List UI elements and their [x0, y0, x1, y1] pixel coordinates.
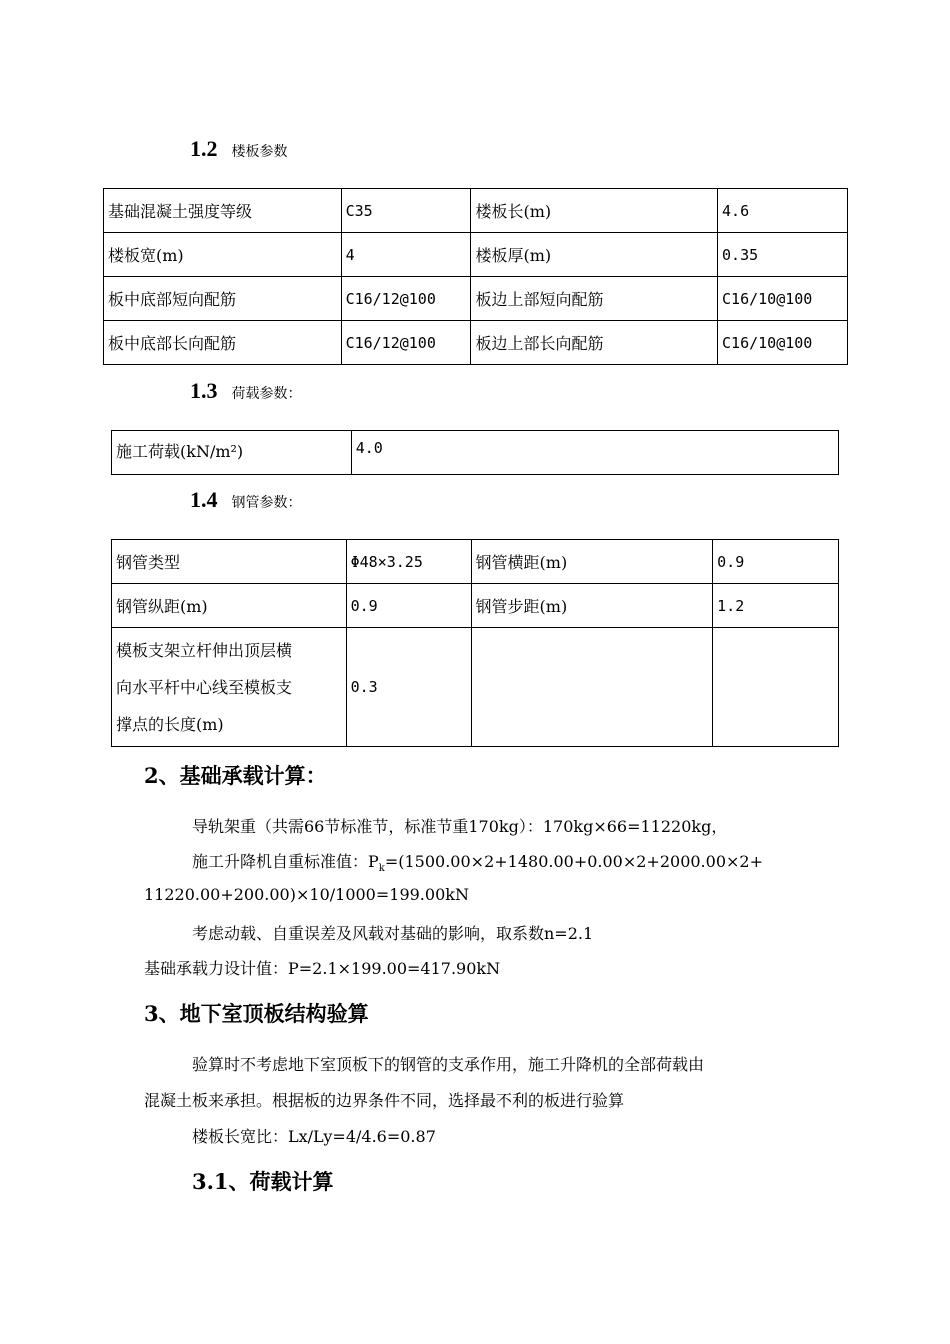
table-cell: [713, 628, 839, 747]
text-run: 施工升降机自重标准值：P: [192, 852, 379, 871]
table-row: [112, 431, 839, 475]
table-cell: 楼板厚(m): [471, 233, 718, 277]
paragraph: [192, 849, 763, 874]
table-row: [112, 584, 839, 628]
section-title: 荷载参数：: [231, 386, 302, 402]
subscript: k: [378, 863, 385, 875]
section-1-4-heading: [190, 487, 302, 513]
table-cell: Φ48×3.25: [346, 540, 471, 584]
cell-line: 向水平杆中心线至模板支: [116, 677, 293, 697]
section-3-heading: 3、地下室顶板结构验算: [144, 1001, 369, 1026]
text-run: =(1500.00×2+1480.00+0.00×2+2000.00×2+: [384, 852, 763, 871]
table-cell: 板中底部短向配筋: [104, 277, 342, 321]
table-cell: 板边上部长向配筋: [471, 321, 718, 365]
section-1-2-heading: [190, 136, 288, 162]
table-cell: C16/12@100: [341, 277, 471, 321]
table-cell: 0.9: [346, 584, 471, 628]
paragraph: 基础承载力设计值：P=2.1×199.00=417.90kN: [144, 959, 501, 978]
section-title: 钢管参数：: [231, 495, 302, 511]
paragraph: 导轨架重（共需66节标准节，标准节重170kg）：170kg×66=11220kg，: [192, 817, 728, 836]
paragraph: 楼板长宽比：Lx/Ly=4/4.6=0.87: [192, 1127, 436, 1146]
table-cell: 4: [341, 233, 471, 277]
table-cell: 4.6: [718, 189, 848, 233]
table-cell: 板中底部长向配筋: [104, 321, 342, 365]
steel-pipe-params-table: [111, 539, 839, 747]
table-cell: [471, 628, 713, 747]
table-cell: C35: [341, 189, 471, 233]
slab-params-table: [103, 188, 848, 365]
table-cell: 4.0: [351, 431, 838, 475]
table-row: [104, 233, 848, 277]
table-row: [104, 277, 848, 321]
table-cell: 钢管步距(m): [471, 584, 713, 628]
table-cell: [112, 628, 347, 747]
section-number: 1.2: [190, 136, 218, 161]
table-cell: 基础混凝土强度等级: [104, 189, 342, 233]
table-cell: 施工荷载(kN/m²): [112, 431, 352, 475]
paragraph: 考虑动载、自重误差及风载对基础的影响，取系数n=2.1: [192, 924, 594, 943]
table-cell: 1.2: [713, 584, 839, 628]
section-number: 1.4: [190, 487, 218, 512]
table-cell: 钢管横距(m): [471, 540, 713, 584]
paragraph: 混凝土板来承担。根据板的边界条件不同，选择最不利的板进行验算: [144, 1091, 625, 1110]
section-number: 1.3: [190, 378, 218, 403]
table-cell: 0.3: [346, 628, 471, 747]
section-title: 楼板参数: [231, 144, 288, 160]
table-cell: C16/10@100: [718, 277, 848, 321]
table-cell: 0.9: [713, 540, 839, 584]
paragraph: 验算时不考虑地下室顶板下的钢管的支承作用，施工升降机的全部荷载由: [192, 1055, 705, 1074]
table-cell: 钢管类型: [112, 540, 347, 584]
table-cell: C16/12@100: [341, 321, 471, 365]
paragraph: 11220.00+200.00)×10/1000=199.00kN: [144, 885, 469, 904]
table-cell: 板边上部短向配筋: [471, 277, 718, 321]
cell-line: 模板支架立杆伸出顶层横: [116, 640, 293, 660]
table-cell: 楼板宽(m): [104, 233, 342, 277]
section-1-3-heading: [190, 378, 302, 404]
table-row: [112, 628, 839, 747]
table-row: [104, 321, 848, 365]
table-cell: 钢管纵距(m): [112, 584, 347, 628]
section-3-1-heading: 3.1、荷载计算: [192, 1169, 334, 1194]
table-cell: C16/10@100: [718, 321, 848, 365]
load-params-table: [111, 430, 839, 475]
table-row: [112, 540, 839, 584]
table-cell: 楼板长(m): [471, 189, 718, 233]
table-cell: 0.35: [718, 233, 848, 277]
table-row: [104, 189, 848, 233]
cell-line: 撑点的长度(m): [116, 714, 224, 734]
section-2-heading: 2、基础承载计算：: [144, 763, 327, 788]
